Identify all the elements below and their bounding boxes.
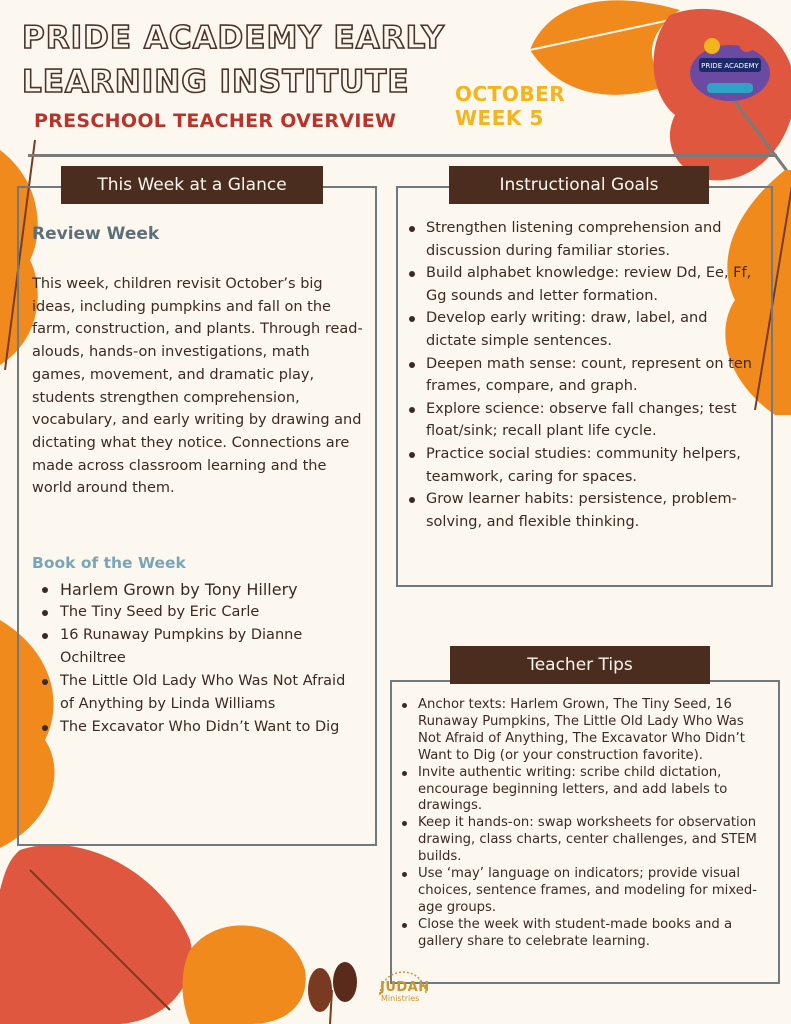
- book-list: [40, 578, 360, 739]
- glance-paragraph: This week, children revisit October’s big ideas, including pumpkins and fall on the farm, construction, and plants. Through read-alouds, hands-on investigations, math games, movement, and dramatic play, students strengthen comprehension, vocabulary, and early writing by drawing and dictating what they notice. Connections are made across classroom learning and the world around them.: [32, 276, 363, 497]
- week-number-label: WEEK 5: [455, 106, 544, 130]
- title-line-1: PRIDE ACADEMY EARLY: [22, 20, 445, 56]
- tip-item: Close the week with student-made books and a gallery share to celebrate learning.: [398, 917, 768, 951]
- title-line-2: LEARNING INSTITUTE: [22, 64, 410, 100]
- tip-item: Use ‘may’ language on indicators; provide visual choices, sentence frames, and modeling for mixed-age groups.: [398, 866, 768, 917]
- ministry-logo-subtext: Ministries: [381, 994, 420, 1003]
- tip-item: Invite authentic writing: scribe child dictation, encourage beginning letters, and add labels to drawings.: [398, 765, 768, 816]
- orange-leaf-bottom-icon: [180, 910, 310, 1024]
- goals-list: [406, 217, 761, 533]
- header-divider: [28, 154, 777, 157]
- goal-item: Explore science: observe fall changes; test float/sink; recall plant life cycle.: [406, 398, 761, 443]
- book-item: The Little Old Lady Who Was Not Afraid of Anything by Linda Williams: [40, 670, 360, 716]
- ministry-logo-text: JUDAH: [380, 980, 430, 995]
- goal-item: Grow learner habits: persistence, problem-solving, and flexible thinking.: [406, 488, 761, 533]
- page-title: [22, 16, 445, 104]
- goal-item: Deepen math sense: count, represent on ten frames, compare, and graph.: [406, 353, 761, 398]
- review-week-heading: Review Week: [32, 224, 160, 244]
- book-item: Harlem Grown by Tony Hillery: [40, 578, 360, 601]
- academy-logo-icon: [687, 28, 773, 106]
- brown-leaves-bottom-icon: [300, 960, 370, 1024]
- month-label: OCTOBER: [455, 82, 566, 106]
- tip-item: Keep it hands-on: swap worksheets for observation drawing, class charts, center challenges, and STEM builds.: [398, 815, 768, 866]
- goal-item: Build alphabet knowledge: review Dd, Ee, Ff, Gg sounds and letter formation.: [406, 262, 761, 307]
- book-item: The Excavator Who Didn’t Want to Dig: [40, 716, 360, 739]
- goal-item: Practice social studies: community helpers, teamwork, caring for spaces.: [406, 443, 761, 488]
- page-subtitle: PRESCHOOL TEACHER OVERVIEW: [34, 110, 397, 132]
- goal-item: Develop early writing: draw, label, and dictate simple sentences.: [406, 307, 761, 352]
- red-leaf-bottom-left-icon: [0, 830, 200, 1024]
- tip-item: Anchor texts: Harlem Grown, The Tiny Seed, 16 Runaway Pumpkins, The Little Old Lady Who Was Not Afraid of Anything, The Excavator Who Didn’t Want to Dig (or your construction favorite).: [398, 697, 768, 765]
- book-of-week-heading: Book of the Week: [32, 554, 186, 572]
- academy-logo-text: PRIDE ACADEMY: [701, 62, 759, 70]
- tips-heading: Teacher Tips: [450, 646, 710, 684]
- glance-heading: This Week at a Glance: [61, 166, 323, 204]
- tips-list: [398, 697, 768, 951]
- book-item: The Tiny Seed by Eric Carle: [40, 601, 360, 624]
- goals-heading: Instructional Goals: [449, 166, 709, 204]
- week-label: [455, 82, 565, 130]
- goal-item: Strengthen listening comprehension and discussion during familiar stories.: [406, 217, 761, 262]
- book-item: 16 Runaway Pumpkins by Dianne Ochiltree: [40, 624, 360, 670]
